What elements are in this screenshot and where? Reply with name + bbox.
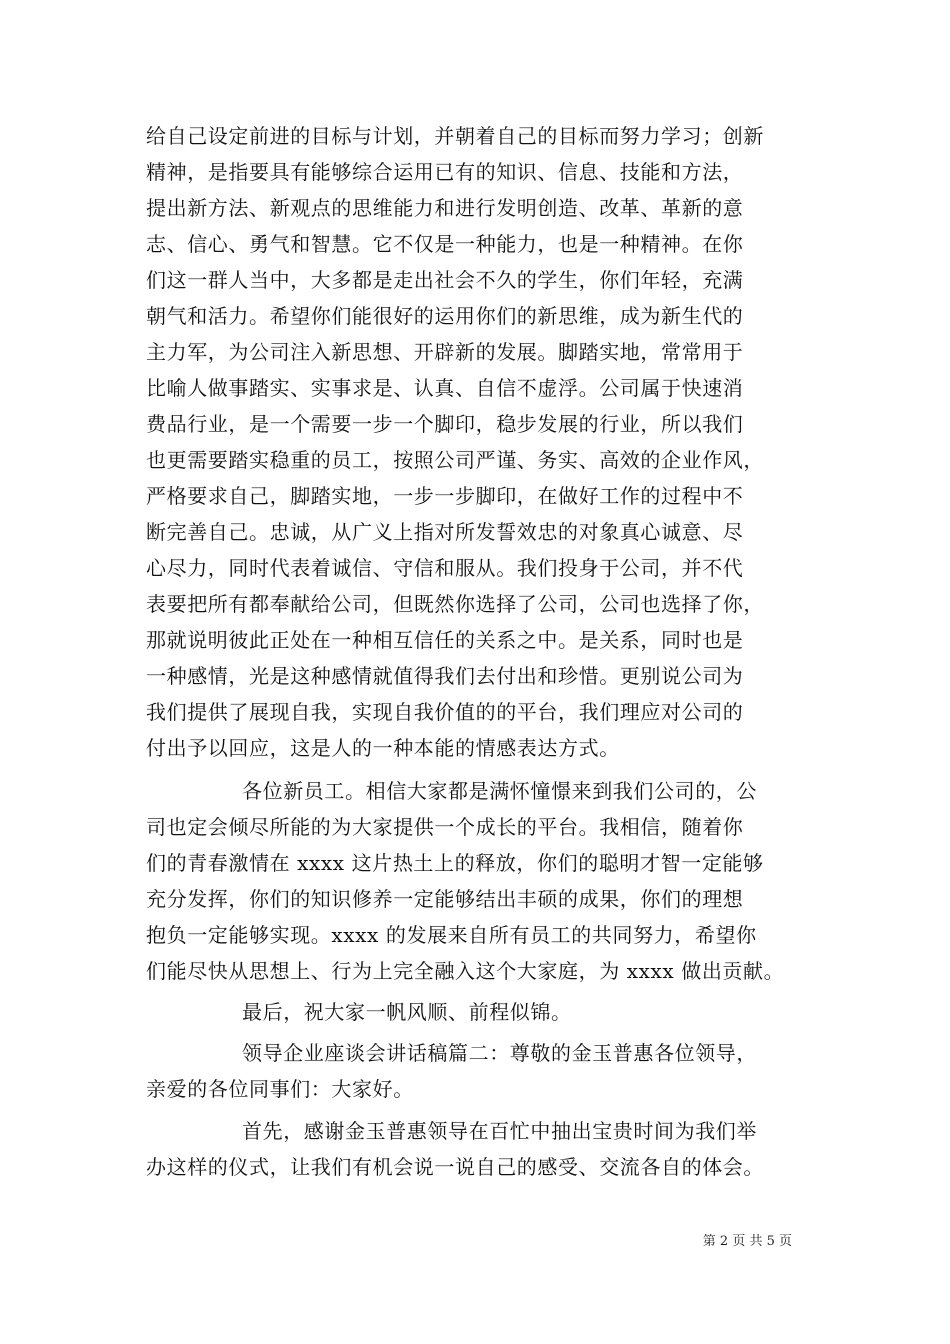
- text-line: 主力军，为公司注入新思想、开辟新的发展。脚踏实地，常常用于: [146, 340, 744, 364]
- text-line: 断完善自己。忠诚，从广义上指对所发誓效忠的对象真心诚意、尽: [146, 520, 744, 544]
- text-line: 那就说明彼此正处在一种相互信任的关系之中。是关系，同时也是: [146, 628, 744, 652]
- text-line: 亲爱的各位同事们：大家好。: [146, 1077, 414, 1101]
- paragraph-first-line: 各位新员工。相信大家都是满怀憧憬来到我们公司的，公: [242, 779, 757, 803]
- text-line: 表要把所有都奉献给公司，但既然你选择了公司，公司也选择了你，: [146, 592, 764, 616]
- text-line: 提出新方法、新观点的思维能力和进行发明创造、改革、革新的意: [146, 196, 744, 220]
- text-line: 精神，是指要具有能够综合运用已有的知识、信息、技能和方法，: [146, 160, 744, 184]
- paragraph-first-line: 领导企业座谈会讲话稿篇二：尊敬的金玉普惠各位领导，: [242, 1041, 757, 1065]
- page-number: 第 2 页 共 5 页: [702, 1234, 792, 1249]
- text-line: 我们提供了展现自我，实现自我价值的的平台，我们理应对公司的: [146, 700, 744, 724]
- text-line: 严格要求自己，脚踏实地，一步一步脚印，在做好工作的过程中不: [146, 484, 744, 508]
- paragraph-first-line: 首先，感谢金玉普惠领导在百忙中抽出宝贵时间为我们举: [242, 1119, 757, 1143]
- paragraph-first-line: 最后，祝大家一帆风顺、前程似锦。: [242, 1000, 572, 1024]
- text-line: 朝气和活力。希望你们能很好的运用你们的新思维，成为新生代的: [146, 304, 744, 328]
- text-line: 给自己设定前进的目标与计划，并朝着自己的目标而努力学习；创新: [146, 124, 764, 148]
- text-line: 也更需要踏实稳重的员工，按照公司严谨、务实、高效的企业作风，: [146, 448, 764, 472]
- text-line: 们能尽快从思想上、行为上完全融入这个大家庭，为 xxxx 做出贡献。: [146, 959, 785, 983]
- text-line: 办这样的仪式，让我们有机会说一说自己的感受、交流各自的体会。: [146, 1155, 764, 1179]
- text-line: 志、信心、勇气和智慧。它不仅是一种能力，也是一种精神。在你: [146, 232, 744, 256]
- text-line: 费品行业，是一个需要一步一个脚印，稳步发展的行业，所以我们: [146, 412, 744, 436]
- text-line: 心尽力，同时代表着诚信、守信和服从。我们投身于公司，并不代: [146, 556, 744, 580]
- text-line: 一种感情，光是这种感情就值得我们去付出和珍惜。更别说公司为: [146, 664, 744, 688]
- text-line: 充分发挥，你们的知识修养一定能够结出丰硕的成果，你们的理想: [146, 887, 744, 911]
- text-line: 们这一群人当中，大多都是走出社会不久的学生，你们年轻，充满: [146, 268, 744, 292]
- text-line: 抱负一定能够实现。xxxx 的发展来自所有员工的共同努力，希望你: [146, 923, 757, 947]
- text-line: 司也定会倾尽所能的为大家提供一个成长的平台。我相信，随着你: [146, 815, 744, 839]
- text-line: 付出予以回应，这是人的一种本能的情感表达方式。: [146, 736, 620, 760]
- text-line: 们的青春激情在 xxxx 这片热土上的释放，你们的聪明才智一定能够: [146, 851, 764, 875]
- text-line: 比喻人做事踏实、实事求是、认真、自信不虚浮。公司属于快速消: [146, 376, 744, 400]
